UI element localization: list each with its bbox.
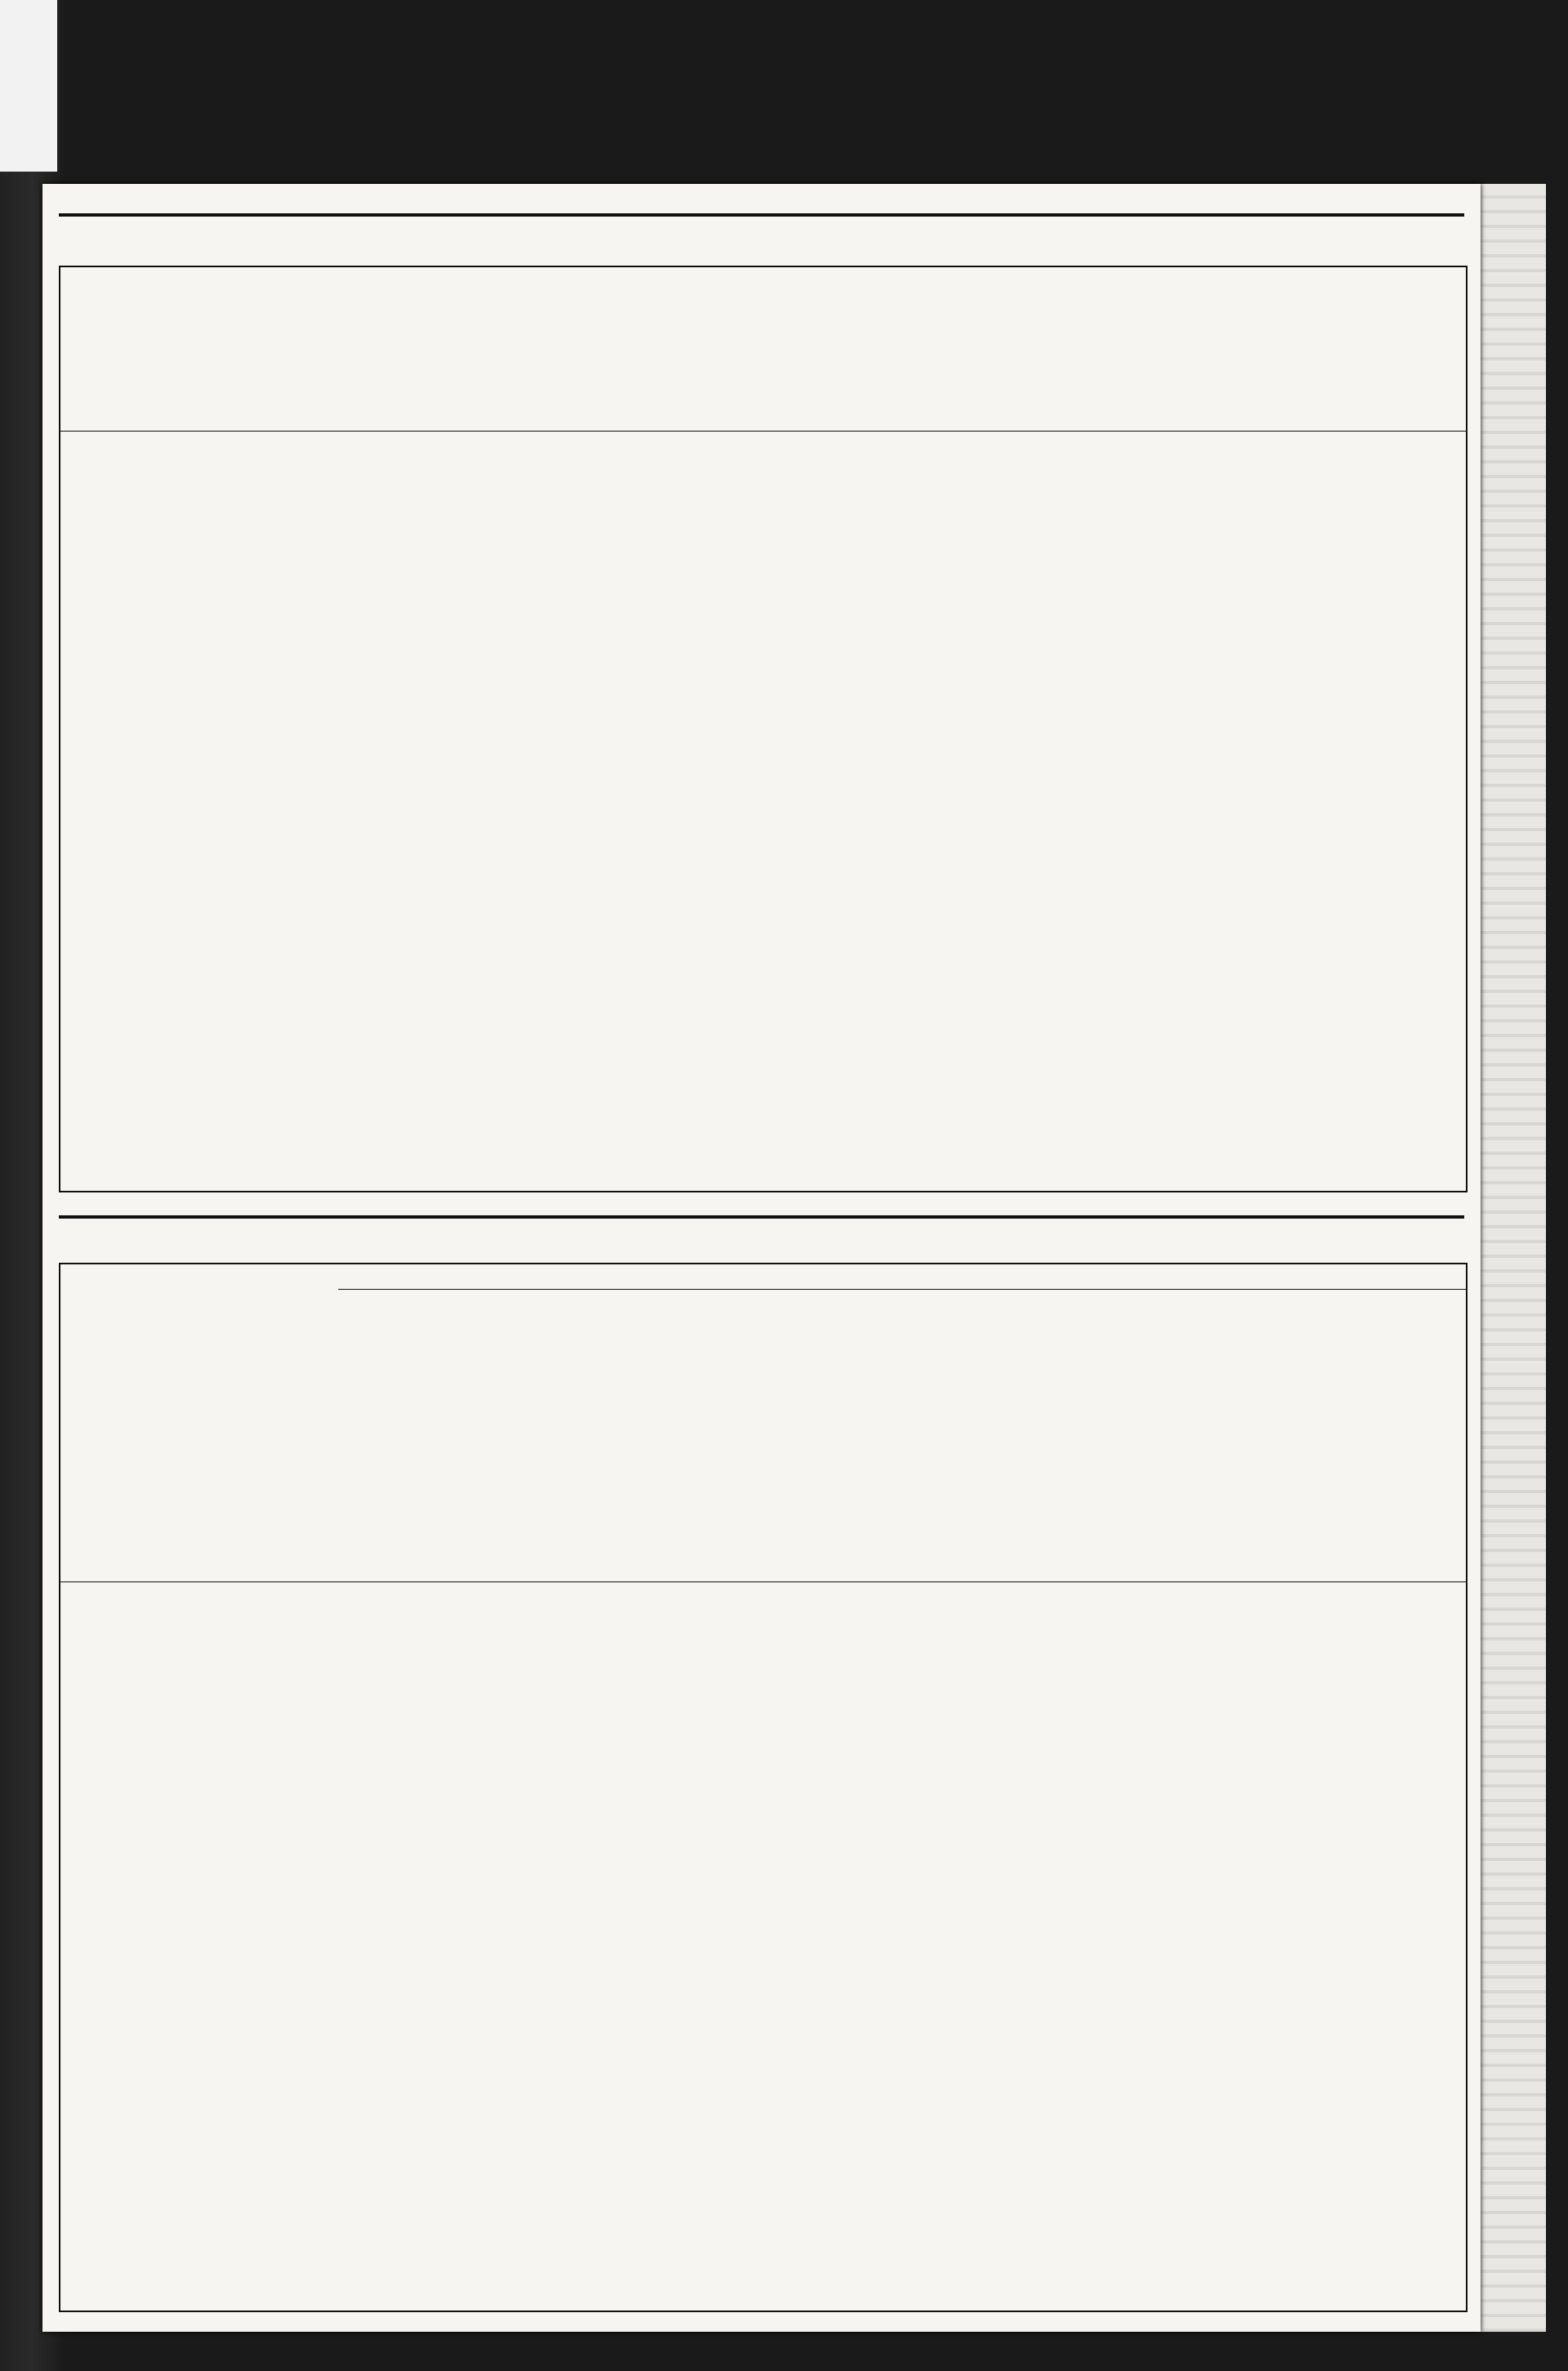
top-rule xyxy=(59,213,1464,217)
page-edge-strip xyxy=(1481,184,1546,2332)
parish-table xyxy=(59,266,1467,1192)
bottom-rule xyxy=(59,1215,1464,1219)
document-page xyxy=(42,184,1481,2332)
scan-corner xyxy=(0,0,57,172)
birthplace-table xyxy=(59,1263,1467,2312)
